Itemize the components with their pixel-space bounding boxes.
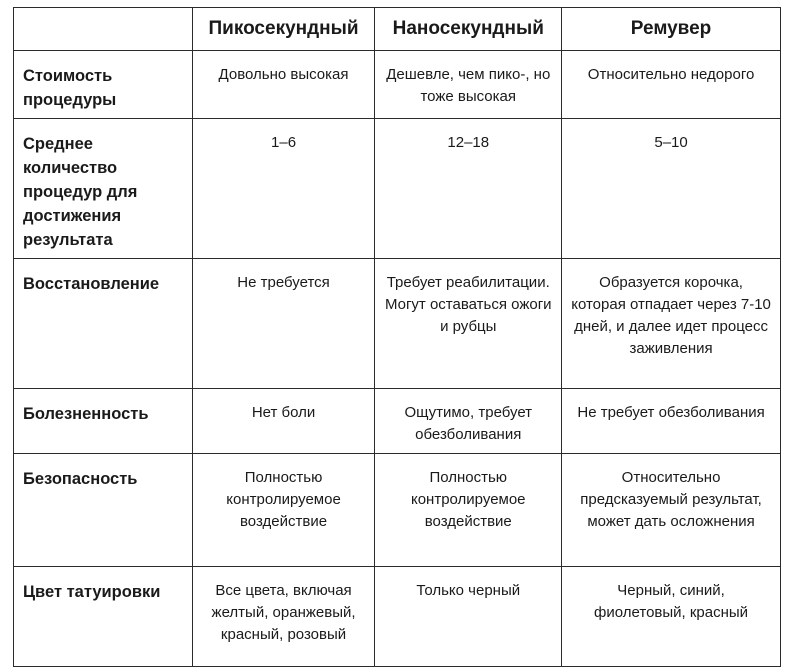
column-header-nanosecond: Наносекундный [375,8,562,51]
table-cell: Все цвета, включая желтый, оранжевый, красный, розовый [192,567,375,667]
table-cell: 1–6 [192,119,375,259]
table-row-pain [14,389,781,454]
table-cell: Дешевле, чем пико-, но тоже высокая [375,51,562,119]
table-cell: Довольно высокая [192,51,375,119]
table-row-procedure-count [14,119,781,259]
table-row-tattoo-color [14,567,781,667]
row-label: Цвет татуировки [14,567,193,667]
table-cell: Образуется корочка, которая отпадает через 7-10 дней, и далее идет процесс заживления [562,259,781,389]
table-cell: Только черный [375,567,562,667]
table-row-recovery [14,259,781,389]
table-row-cost [14,51,781,119]
header-empty-cell [14,8,193,51]
column-header-remover: Ремувер [562,8,781,51]
table-cell: Требует реабилитации. Могут оставаться ожоги и рубцы [375,259,562,389]
table-cell: 12–18 [375,119,562,259]
row-label: Безопасность [14,454,193,567]
table-cell: Не требуется [192,259,375,389]
comparison-table-container [13,7,781,667]
table-cell: Нет боли [192,389,375,454]
comparison-table [13,7,781,667]
row-label: Стоимость процедуры [14,51,193,119]
table-cell: Ощутимо, требует обезболивания [375,389,562,454]
table-cell: Полностью контролируемое воздействие [375,454,562,567]
table-cell: Относительно предсказуемый результат, может дать осложнения [562,454,781,567]
table-cell: Полностью контролируемое воздействие [192,454,375,567]
row-label: Среднее количество процедур для достижения результата [14,119,193,259]
table-cell: Не требует обезболивания [562,389,781,454]
column-header-picosecond: Пикосекундный [192,8,375,51]
table-cell: Относительно недорого [562,51,781,119]
row-label: Восстановление [14,259,193,389]
table-cell: 5–10 [562,119,781,259]
table-cell: Черный, синий, фиолетовый, красный [562,567,781,667]
table-header-row [14,8,781,51]
table-row-safety [14,454,781,567]
row-label: Болезненность [14,389,193,454]
